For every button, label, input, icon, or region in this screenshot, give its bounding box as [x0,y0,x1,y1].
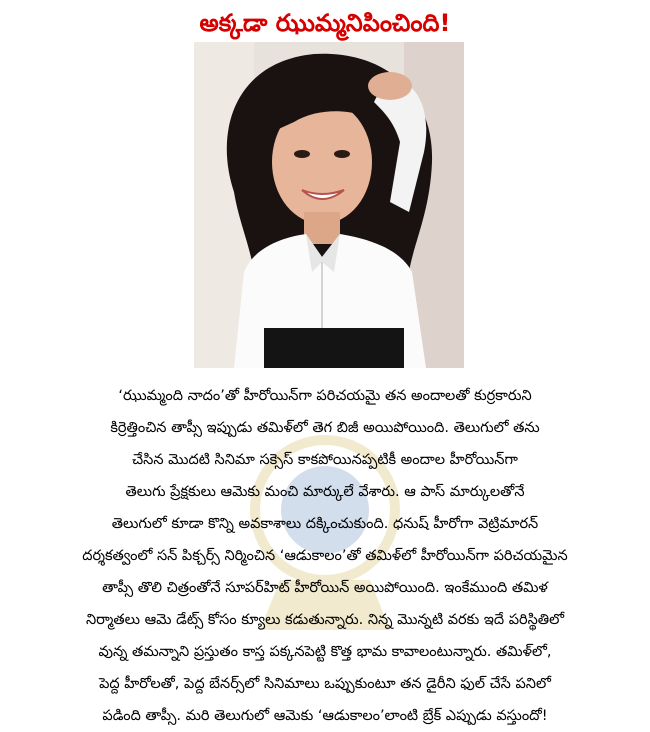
article-photo [194,42,464,368]
article-line: తాప్సీ తొలి చిత్రంతోనే సూపర్‌హిట్ హీరోయిన్ అయిపోయింది. ఇంకేముంది తమిళ [102,580,548,596]
article-line: ‘ఝుమ్మంది నాదం’తో హీరోయిన్‌గా పరిచయమై తన అందాలతో కుర్రకారుని [118,388,532,404]
article-line: పడింది తాప్సీ. మరి తెలుగులో ఆమెకు ‘ఆడుకాలం’లాంటి బ్రేక్ ఎప్పుడు వస్తుందో! [102,708,548,724]
article-line: తెలుగు ప్రేక్షకులు ఆమెకు మంచి మార్కులే వేశారు. ఆ పాస్ మార్కులతోనే [125,484,525,500]
article-line: వున్న తమన్నాని ప్రస్తుతం కాస్త పక్కనపెట్టి కొత్త భామ కావాలంటున్నారు. తమిళ్‌లో, [98,644,552,660]
article-line: తెలుగులో కూడా కొన్ని అవకాశాలు దక్కించుకుంది. ధనుష్ హీరోగా వెట్రిమారన్ [111,516,539,532]
article-line: పెద్ద హీరోలతో, పెద్ద బేనర్స్‌లో సినిమాలు ఒప్పుకుంటూ తన డైరీని ఫుల్ చేసే పనిలో [99,676,551,692]
article-line: కిర్రెత్తించిన తాప్సీ ఇప్పుడు తమిళ్‌లో తెగ బిజీ అయిపోయింది. తెలుగులో తను [110,420,540,436]
photo-illustration [194,42,464,368]
article-line: దర్శకత్వంలో సన్ పిక్చర్స్ నిర్మించిన ‘ఆడుకాలం’తో తమిళ్‌లో హీరోయిన్‌గా పరిచయమైన [82,548,568,564]
article-line: నిర్మాతలు ఆమె డేట్స్ కోసం క్యూలు కడుతున్నారు. నిన్న మొన్నటి వరకు ఇదే పరిస్థితిలో [85,612,565,628]
article-line: చేసిన మొదటి సినిమా సక్సెస్ కాకపోయినప్పటికీ అందాల హీరోయిన్‌గా [132,452,518,468]
article-headline: అక్కడా ఝుమ్మనిపించింది! [199,9,451,37]
article-body [12,380,638,732]
